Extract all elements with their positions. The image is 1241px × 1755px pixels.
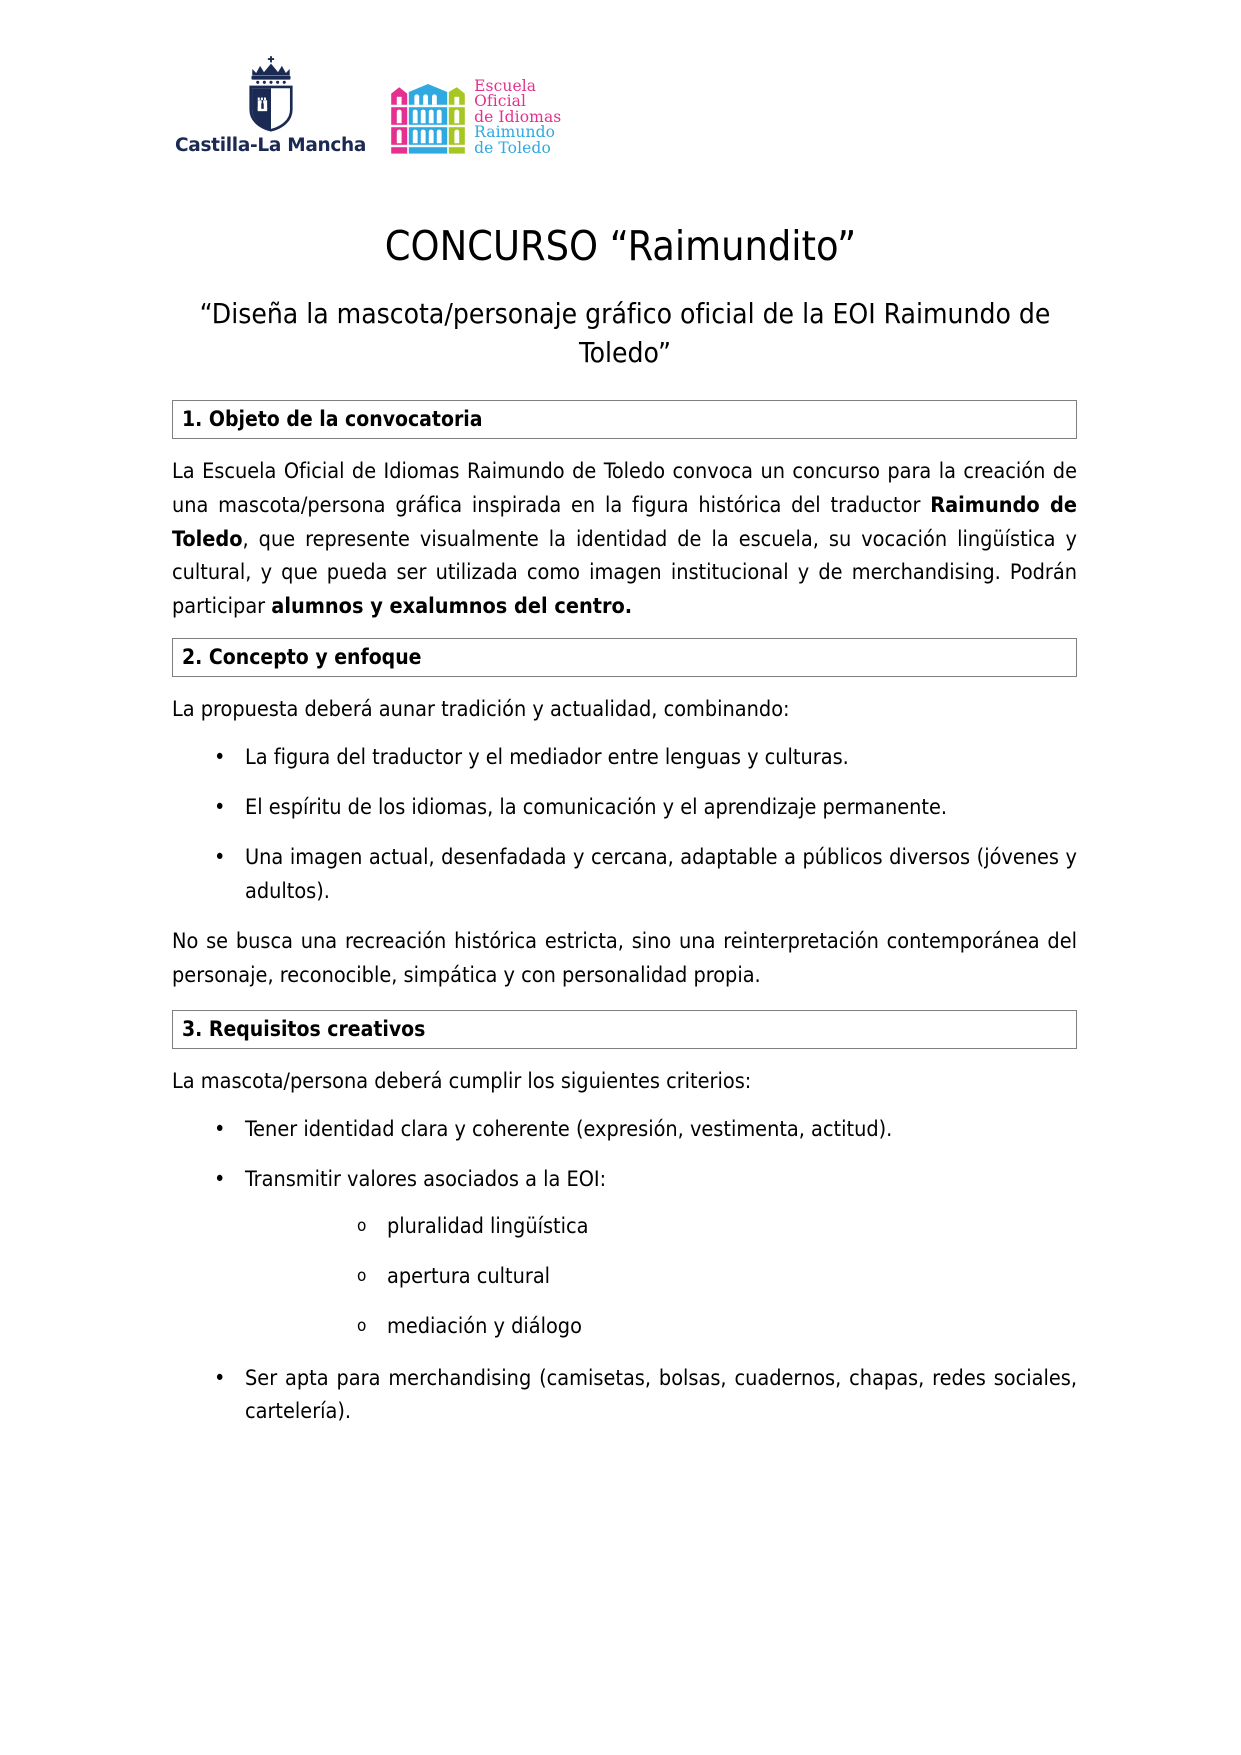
sub-list-item — [245, 1311, 1077, 1343]
list-item-label: Ser apta para merchandising (camisetas, bolsas, cuadernos, chapas, redes sociales, cartelería). — [245, 1365, 1077, 1424]
section-2-intro: La propuesta deberá aunar tradición y actualidad, combinando: — [172, 696, 790, 722]
castilla-la-mancha-logo — [175, 55, 366, 156]
eoi-line-de-toledo: de Toledo — [474, 138, 551, 157]
eoi-line-raimundo: Raimundo — [474, 123, 556, 141]
page-title: CONCURSO “Raimundito” — [384, 222, 857, 271]
eoi-logo — [388, 76, 561, 157]
section-3-bullet-list — [172, 1113, 1077, 1428]
castilla-la-mancha-wordmark: Castilla-La Mancha — [175, 135, 367, 156]
list-item-label: El espíritu de los idiomas, la comunicación y el aprendizaje permanente. — [245, 794, 948, 820]
section-2-closing: No se busca una recreación histórica estricta, sino una reinterpretación contemporánea del personaje, reconocible, simpática y con personalidad propia. — [172, 928, 1077, 988]
sub-list-item-label: pluralidad lingüística — [387, 1213, 589, 1239]
s1-bold-raimundo-de-toledo: Raimundo de Toledo — [172, 492, 1077, 552]
section-1-paragraph — [172, 455, 1077, 624]
eoi-wordmark — [474, 76, 561, 157]
eoi-line-oficial: Oficial — [474, 92, 527, 110]
bullet-icon: • — [214, 1167, 226, 1193]
bullet-icon: • — [214, 1117, 226, 1143]
list-item — [172, 1163, 1077, 1343]
page-subtitle: “Diseña la mascota/personaje gráfico oficial de la EOI Raimundo de Toledo” — [199, 297, 1051, 369]
list-item — [172, 741, 1077, 774]
list-item — [172, 791, 1077, 824]
castilla-la-mancha-shield-icon — [232, 55, 310, 133]
s1-text-part2: , que represente visualmente la identidad de la escuela, su vocación lingüística y cultural, y que pueda ser utilizada como imagen institucional y de merchandising. Podrán participar — [172, 526, 1077, 620]
eoi-building-icon — [388, 76, 468, 156]
document-content — [172, 400, 1077, 1445]
list-item-label: Tener identidad clara y coherente (expresión, vestimenta, actitud). — [245, 1117, 893, 1143]
bullet-icon: • — [214, 845, 226, 871]
sub-bullet-icon: o — [357, 1215, 367, 1236]
section-heading-3: 3. Requisitos creativos — [172, 1010, 1077, 1049]
list-item-label: La figura del traductor y el mediador entre lenguas y culturas. — [245, 744, 849, 770]
logo-group — [175, 55, 561, 156]
section-heading-1: 1. Objeto de la convocatoria — [172, 400, 1077, 439]
eoi-line-de-idiomas: de Idiomas — [474, 107, 562, 126]
eoi-line-escuela: Escuela — [474, 76, 537, 95]
sub-list-item-label: mediación y diálogo — [387, 1314, 582, 1340]
bullet-icon: • — [214, 744, 226, 770]
s1-bold-alumnos-exalumnos: alumnos y exalumnos del centro. — [271, 594, 633, 620]
bullet-icon: • — [214, 1365, 226, 1391]
list-item — [172, 841, 1077, 908]
section-2-bullet-list — [172, 741, 1077, 908]
s1-text-part1: La Escuela Oficial de Idiomas Raimundo de Toledo convoca un concurso para la creación de una mascota/persona gráfica inspirada en la figura histórica del traductor — [172, 459, 1077, 518]
section-3-sub-bullet-list — [245, 1211, 1077, 1344]
list-item-label: Una imagen actual, desenfadada y cercana, adaptable a públicos diversos (jóvenes y adultos). — [245, 845, 1077, 904]
logo-band — [0, 0, 1241, 180]
list-item — [172, 1113, 1077, 1146]
section-3-intro: La mascota/persona deberá cumplir los siguientes criterios: — [172, 1069, 752, 1095]
bullet-icon: • — [214, 794, 226, 820]
sub-bullet-icon: o — [357, 1316, 367, 1337]
section-heading-2: 2. Concepto y enfoque — [172, 638, 1077, 677]
sub-bullet-icon: o — [357, 1266, 367, 1287]
sub-list-item-label: apertura cultural — [387, 1264, 551, 1290]
list-item-label: Transmitir valores asociados a la EOI: — [245, 1167, 607, 1193]
list-item — [172, 1362, 1077, 1429]
sub-list-item — [245, 1211, 1077, 1243]
sub-list-item — [245, 1261, 1077, 1293]
